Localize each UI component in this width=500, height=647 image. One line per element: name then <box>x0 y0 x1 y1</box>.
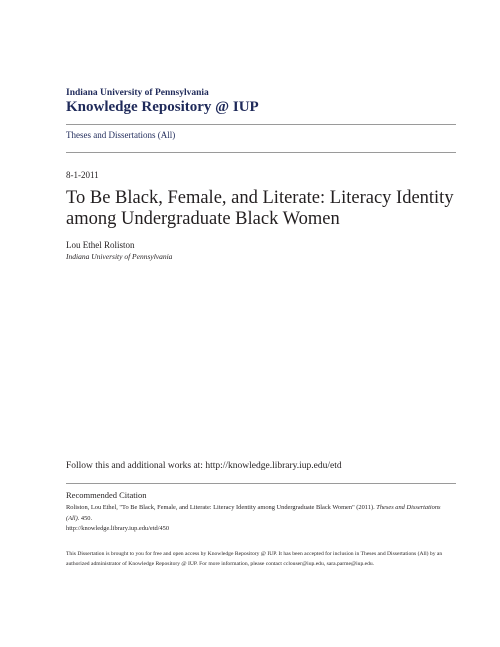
notice-contact[interactable]: cclouser@iup.edu, sara.parme@iup.edu <box>283 561 373 567</box>
access-notice <box>66 549 446 569</box>
repository-name[interactable]: Knowledge Repository @ IUP <box>66 99 259 115</box>
author-affiliation: Indiana University of Pennsylvania <box>66 252 173 261</box>
citation-number: . 450. <box>77 514 93 522</box>
divider-collection <box>66 152 456 153</box>
divider-top <box>66 124 456 125</box>
publication-date: 8-1-2011 <box>66 170 99 180</box>
follow-link[interactable]: http://knowledge.library.iup.edu/etd <box>205 461 342 471</box>
follow-line <box>66 461 342 471</box>
institution-name: Indiana University of Pennsylvania <box>66 88 209 98</box>
collection-link[interactable]: Theses and Dissertations (All) <box>66 130 176 140</box>
author-name[interactable]: Lou Ethel Roliston <box>66 240 135 250</box>
divider-citation <box>66 483 456 484</box>
recommended-citation-heading: Recommended Citation <box>66 490 147 500</box>
follow-text: Follow this and additional works at: <box>66 461 206 471</box>
citation-text <box>66 503 446 535</box>
citation-url[interactable]: http://knowledge.library.iup.edu/etd/450 <box>66 525 170 532</box>
document-title: To Be Black, Female, and Literate: Literacy Identity among Undergraduate Black Women <box>66 188 454 229</box>
notice-text: This Dissertation is brought to you for free and open access by Knowledge Repository @ IUP. It has been accepted for inclusion in Theses and Dissertations (All) by an authorized administrator of Knowledge Repository @ IUP. For more information, please contact <box>66 551 443 567</box>
citation-body: Roliston, Lou Ethel, "To Be Black, Female, and Literate: Literacy Identity among Undergraduate Black Women" (2011). <box>66 504 377 511</box>
notice-end: . <box>372 561 375 567</box>
citation-series: Theses and Dissertations (All) <box>66 504 441 522</box>
